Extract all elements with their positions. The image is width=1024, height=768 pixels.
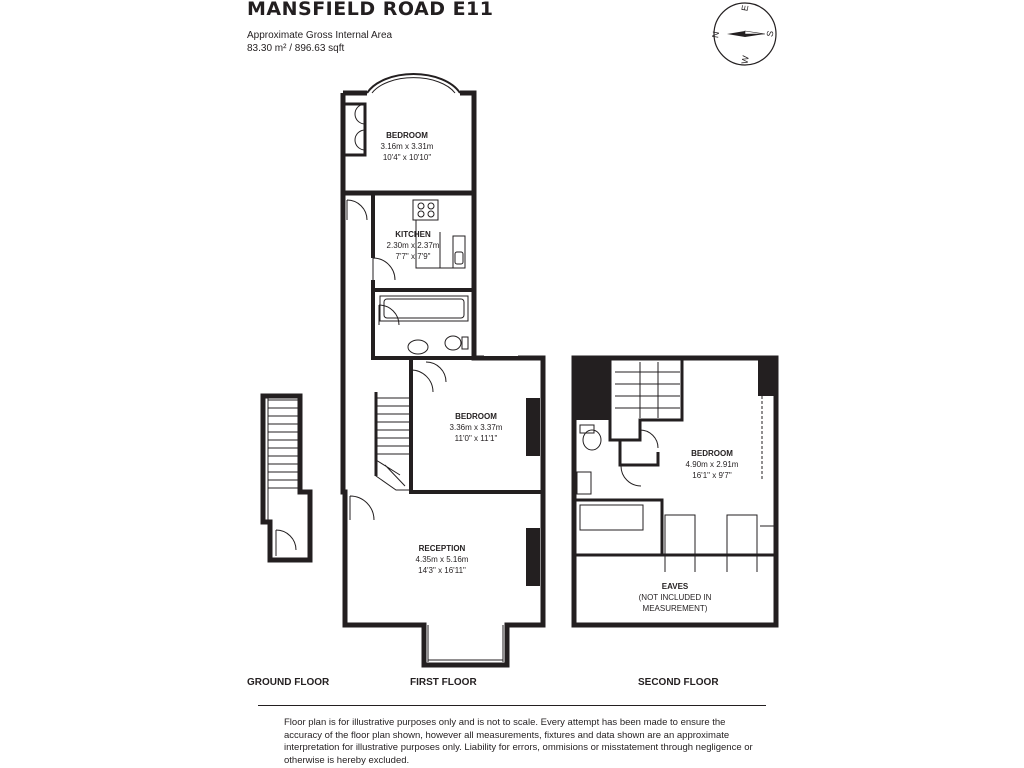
first-floor-label: FIRST FLOOR — [410, 677, 477, 688]
svg-text:3.36m x 3.37m: 3.36m x 3.37m — [449, 423, 503, 432]
area-value: 83.30 m² / 896.63 sqft — [247, 43, 345, 54]
compass-n: N — [710, 30, 722, 39]
svg-text:BEDROOM: BEDROOM — [691, 449, 733, 458]
svg-text:14'3" x 16'11": 14'3" x 16'11" — [418, 566, 466, 575]
ground-floor-label: GROUND FLOOR — [247, 677, 330, 688]
compass-w: W — [739, 54, 751, 65]
compass-e: E — [739, 4, 751, 12]
room-label-eaves — [639, 582, 712, 613]
disclaimer-text: Floor plan is for illustrative purposes only and is not to scale. Every attempt has been made to ensure the accuracy of the floor plan shown, however all measurements, fixtures and data shown are an approximate interpretation for illustrative purposes only. Liability for errors, ommisions or misstatement through negligence or otherwise is hereby excluded. — [284, 717, 753, 766]
room-label-kitchen — [387, 230, 440, 261]
svg-text:EAVES: EAVES — [661, 582, 689, 591]
room-label-bedroom-2 — [450, 412, 503, 443]
svg-text:BEDROOM: BEDROOM — [386, 131, 428, 140]
svg-text:7'7" x 7'9": 7'7" x 7'9" — [395, 252, 431, 261]
room-label-bedroom-3 — [686, 449, 739, 480]
svg-text:10'4" x 10'10": 10'4" x 10'10" — [382, 153, 432, 162]
compass-s: S — [764, 29, 776, 38]
second-floor-label: SECOND FLOOR — [638, 677, 719, 688]
divider-line — [258, 705, 766, 706]
svg-text:4.35m x 5.16m: 4.35m x 5.16m — [415, 555, 469, 564]
area-label: Approximate Gross Internal Area — [247, 30, 393, 41]
svg-text:MEASUREMENT): MEASUREMENT) — [642, 604, 708, 613]
svg-text:(NOT INCLUDED IN: (NOT INCLUDED IN — [638, 593, 712, 602]
room-label-reception — [416, 544, 469, 575]
svg-text:3.16m x 3.31m: 3.16m x 3.31m — [380, 142, 434, 151]
svg-text:16'1" x 9'7": 16'1" x 9'7" — [692, 471, 732, 480]
page-title: MANSFIELD ROAD E11 — [247, 0, 494, 20]
ground-floor-plan — [263, 396, 310, 560]
svg-text:2.30m x 2.37m: 2.30m x 2.37m — [386, 241, 440, 250]
svg-text:BEDROOM: BEDROOM — [455, 412, 497, 421]
room-label-bedroom-1 — [381, 131, 434, 162]
svg-text:4.90m x 2.91m: 4.90m x 2.91m — [685, 460, 739, 469]
svg-text:KITCHEN: KITCHEN — [395, 230, 431, 239]
first-floor-plan — [343, 74, 543, 665]
svg-text:RECEPTION: RECEPTION — [418, 544, 466, 553]
compass-icon — [710, 3, 776, 65]
svg-text:11'0" x 11'1": 11'0" x 11'1" — [454, 434, 498, 443]
